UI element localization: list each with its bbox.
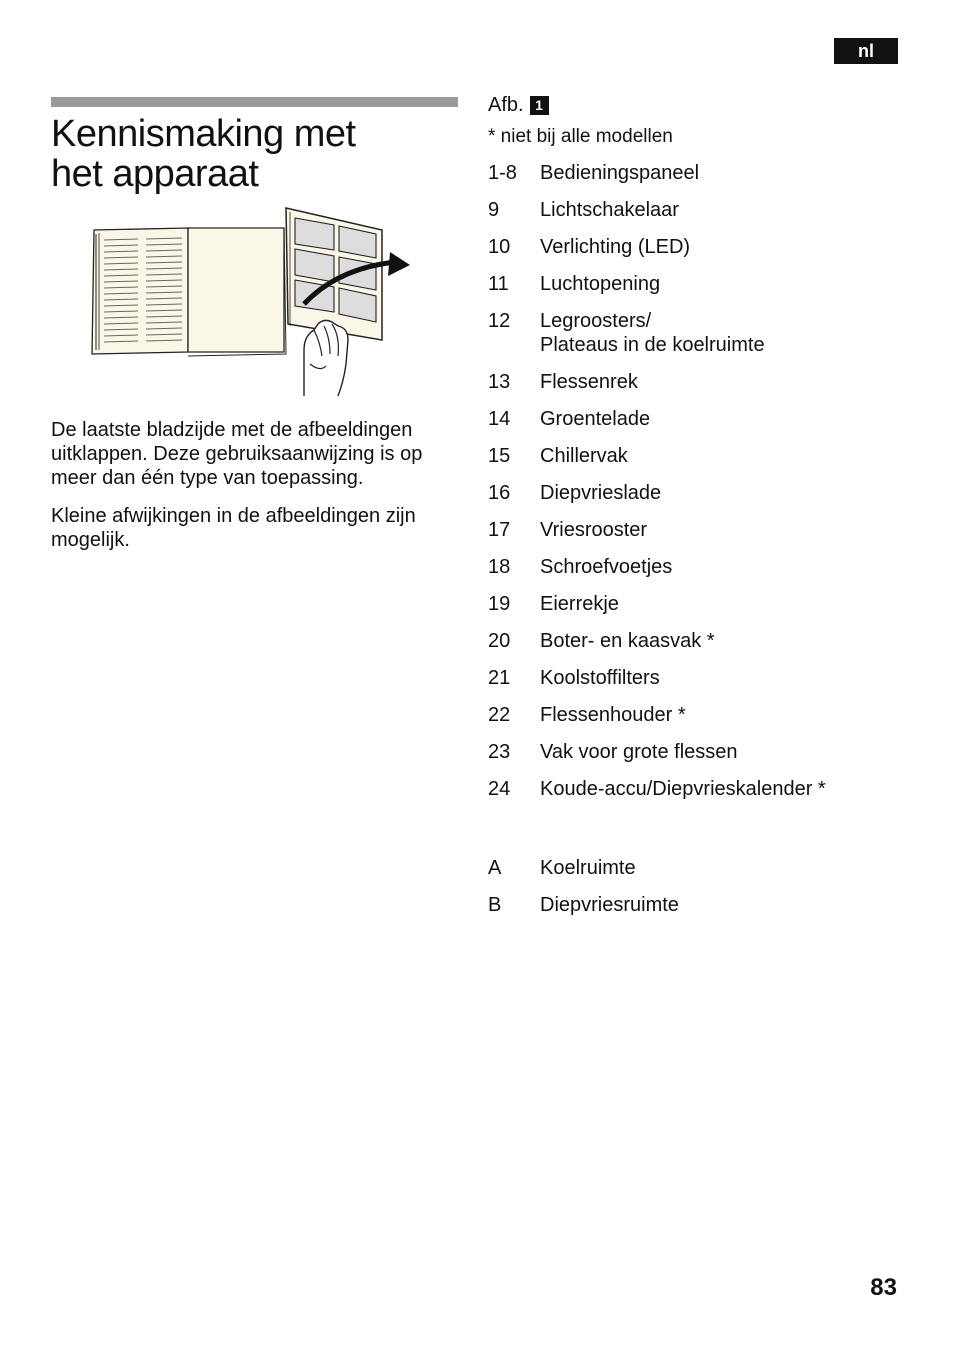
item-label: Groentelade: [540, 408, 651, 430]
page-title-line-2: het apparaat: [51, 153, 259, 195]
list-item: [488, 703, 918, 727]
item-label: Chillervak: [540, 445, 628, 467]
item-number: 20: [488, 630, 511, 652]
item-number: 14: [488, 408, 511, 430]
item-label: Eierrekje: [540, 593, 619, 615]
figure-label: Afb.: [488, 94, 524, 116]
list-item: [488, 407, 918, 431]
list-item: [488, 161, 918, 185]
list-item: [488, 893, 918, 917]
language-badge: nl: [834, 38, 898, 64]
page-number: 83: [870, 1274, 897, 1301]
figure-number-badge: 1: [530, 96, 549, 115]
item-label: Vak voor grote flessen: [540, 741, 738, 763]
list-item: [488, 740, 918, 764]
item-label: Boter- en kaasvak *: [540, 630, 715, 652]
item-label: Diepvrieslade: [540, 482, 662, 504]
zone-label: Koelruimte: [540, 857, 636, 879]
list-item: [488, 309, 918, 357]
list-item: [488, 198, 918, 222]
item-label: Verlichting (LED): [540, 236, 691, 258]
item-number: 22: [488, 704, 511, 726]
item-number: 12: [488, 310, 511, 332]
item-label: Vriesrooster: [540, 519, 648, 541]
item-label-line-1: Legroosters/: [540, 310, 652, 332]
item-number: 15: [488, 445, 511, 467]
list-item: [488, 629, 918, 653]
title-rule: [51, 97, 458, 107]
item-number: 13: [488, 371, 511, 393]
item-label: Bedieningspaneel: [540, 162, 700, 184]
list-item: [488, 272, 918, 296]
list-item: [488, 481, 918, 505]
item-number: 24: [488, 778, 511, 800]
intro-paragraph: De laatste bladzijde met de afbeeldingen uitklappen. Deze gebruiksaanwijzing is op meer dan één type van toepassing.: [51, 419, 423, 489]
zone-label: Diepvriesruimte: [540, 894, 679, 916]
item-number: 11: [488, 273, 509, 295]
list-item: [488, 666, 918, 690]
item-label: Luchtopening: [540, 273, 661, 295]
item-label: Flessenrek: [540, 371, 638, 393]
item-label: Schroefvoetjes: [540, 556, 673, 578]
note-paragraph: Kleine afwijkingen in de afbeeldingen zijn mogelijk.: [51, 505, 416, 551]
footnote: * niet bij alle modellen: [488, 126, 673, 147]
list-item: [488, 370, 918, 394]
unfold-page-illustration: [88, 204, 418, 402]
list-item: [488, 235, 918, 259]
list-item: [488, 444, 918, 468]
parts-legend: [488, 161, 918, 814]
item-number: 9: [488, 199, 500, 221]
zone-letter: A: [488, 857, 502, 879]
list-item: [488, 518, 918, 542]
list-item: [488, 856, 918, 880]
zone-letter: B: [488, 894, 502, 916]
item-number: 19: [488, 593, 511, 615]
item-label-line-2: Plateaus in de koelruimte: [540, 334, 765, 356]
item-label: [540, 309, 918, 357]
list-item: [488, 592, 918, 616]
item-number: 17: [488, 519, 511, 541]
item-number: 1-8: [488, 162, 517, 184]
item-number: 23: [488, 741, 511, 763]
item-label: Koolstoffilters: [540, 667, 660, 689]
item-number: 10: [488, 236, 511, 258]
item-label: Koude-accu/Diepvrieskalender *: [540, 778, 826, 800]
list-item: [488, 777, 918, 801]
item-number: 16: [488, 482, 511, 504]
item-number: 18: [488, 556, 511, 578]
page-title-line-1: Kennismaking met: [51, 113, 356, 155]
item-label: Flessenhouder *: [540, 704, 686, 726]
item-label: Lichtschakelaar: [540, 199, 679, 221]
figure-reference: [488, 93, 549, 117]
zones-legend: [488, 856, 918, 930]
list-item: [488, 555, 918, 579]
page-title: [51, 114, 461, 194]
item-number: 21: [488, 667, 511, 689]
